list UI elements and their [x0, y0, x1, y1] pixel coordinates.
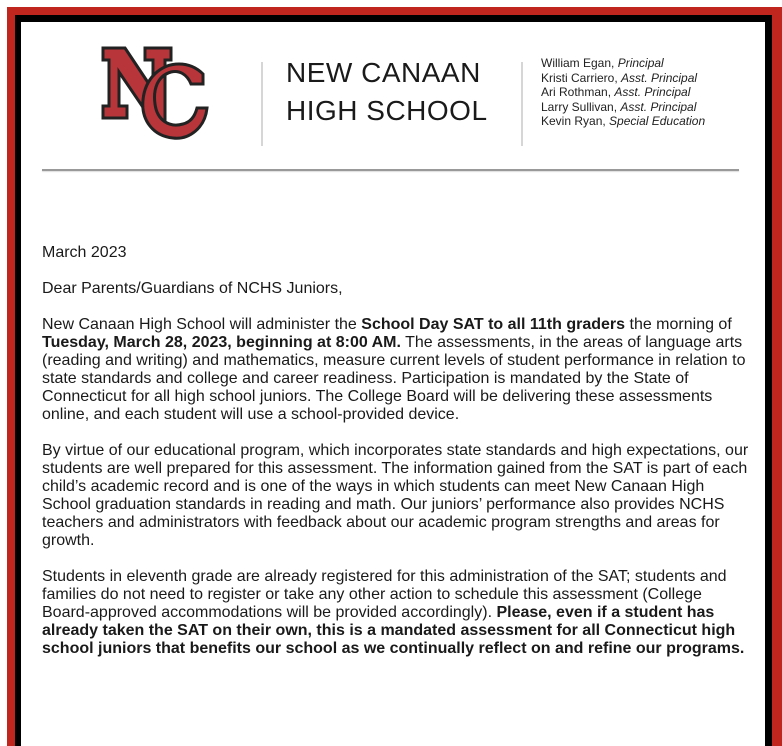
nc-logo [99, 44, 211, 144]
staff-list [541, 56, 705, 129]
header-divider [521, 62, 523, 146]
letter-salutation: Dear Parents/Guardians of NCHS Juniors, [42, 280, 343, 297]
school-name-line2: HIGH SCHOOL [286, 95, 488, 126]
paragraph-2: By virtue of our educational program, which incorporates state standards and high expectations, our students are well prepared for this assessment. The information gained from the SAT is part of each child’s academic record and is one of the ways in which students can meet New Canaan High School graduation standards in reading and math. Our juniors’ performance also provides NCHS teachers and administrators with feedback about our academic program strengths and areas for growth. [42, 442, 749, 549]
staff-name: Kevin Ryan, [541, 114, 606, 128]
letter-page [21, 22, 765, 746]
staff-title: Asst. Principal [614, 85, 691, 99]
staff-title: Asst. Principal [621, 70, 698, 85]
staff-item [541, 56, 705, 71]
paragraph-3 [42, 568, 752, 658]
staff-item [541, 100, 705, 115]
text: New Canaan High School will administer the [42, 316, 362, 333]
text: Students in eleventh grade are already registered for this administration of the SAT; students and families do not need to register or take any other action to schedule this assessment (College Board-approved accommodations will be provided accordingly). [42, 568, 727, 621]
staff-name: Ari Rothman, [541, 85, 612, 99]
header-rule [42, 169, 739, 171]
text: The assessments, in the areas of language arts (reading and writing) and mathematics, measure current levels of student performance in relation to state standards and college and career readiness. Participation is mandated by the State of Connecticut for all high school juniors. The College Board will be delivering these assessments online, and each student will use a school-provided device. [42, 334, 746, 423]
letter-body [42, 244, 752, 676]
staff-name: Kristi Carriero, [541, 70, 618, 85]
school-name-line1: NEW CANAAN [286, 57, 481, 88]
header-divider [261, 62, 263, 146]
staff-title: Asst. Principal [620, 99, 697, 114]
text: the morning of [625, 316, 732, 333]
staff-name: Larry Sullivan, [541, 99, 618, 114]
bold-text: Please, even if a student has already taken the SAT on their own, this is a mandated assessment for all Connecticut high school juniors that benefits our school as we continually reflect on and refine our programs. [42, 604, 745, 657]
bold-text: School Day SAT to all 11th graders [361, 316, 626, 333]
staff-name: William Egan, [541, 56, 615, 70]
bold-text: Tuesday, March 28, 2023, beginning at 8:00 AM. [42, 334, 401, 351]
staff-title: Special Education [609, 114, 706, 128]
paragraph-1 [42, 316, 752, 424]
staff-item [541, 71, 705, 86]
staff-item [541, 114, 705, 129]
letter-date: March 2023 [42, 244, 127, 261]
school-name [286, 54, 488, 130]
staff-title: Principal [617, 56, 664, 70]
staff-item [541, 85, 705, 100]
